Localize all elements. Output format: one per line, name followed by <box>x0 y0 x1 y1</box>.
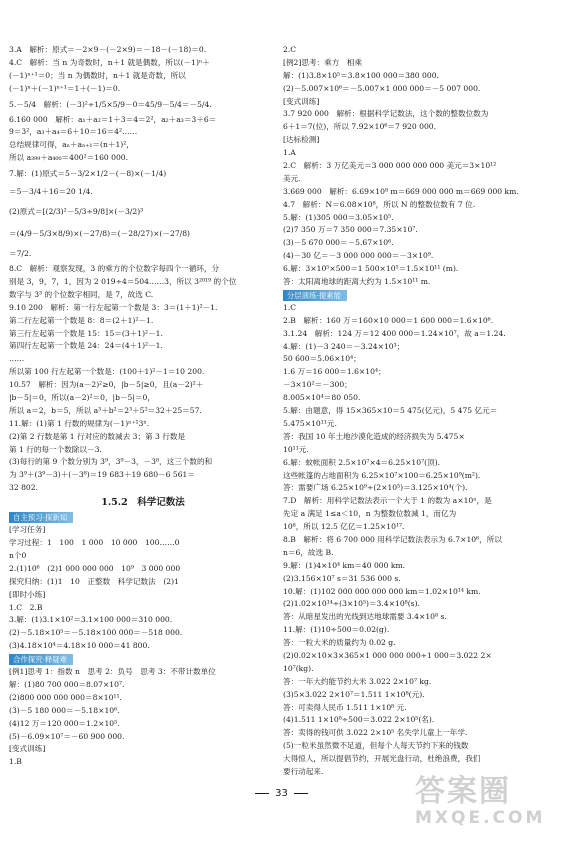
answer-line: 6＋1＝7(位)，所以 7.92×10⁶＝7 920 000. <box>283 122 437 132</box>
answer-line: 9.10 200 解析：第一行左起第一个数是 3：3＝(1＋1)²－1. <box>9 302 218 312</box>
answer-line: (2)原式＝[(2/3)²－5/3÷9/8]×(－3/2)³ <box>9 207 144 217</box>
answer-line: 10⁷(kg). <box>283 663 314 673</box>
answer-line: n＝6，故选 B. <box>283 547 334 557</box>
answer-line: (2)－5.18×10⁵＝－5.18×100 000＝－518 000. <box>9 628 183 638</box>
answer-line: ＝7/2. <box>9 249 32 259</box>
answer-line: 答：可卖得人民币 1.511 1×10⁸ 元. <box>283 702 407 712</box>
answer-line: 所以 a₃₉₉＋a₄₀₀＝400²＝160 000. <box>9 153 129 163</box>
answer-line: 1.B <box>9 757 22 767</box>
answer-line: (3)5×3.022 2×10⁷＝1.511 1×10⁸(元). <box>283 689 425 699</box>
answer-line: (2)第 2 行数是第 1 行对应的数减去 3；第 3 行数是 <box>9 431 186 441</box>
answer-line: (2)1.02×10¹⁴÷(3×10⁵)＝3.4×10⁸(s). <box>283 599 420 609</box>
answer-line: (3)4.18×10⁴＝4.18×10 000＝41 800. <box>9 641 150 651</box>
answer-line: (2)7 350 万＝7 350 000＝7.35×10⁷. <box>283 225 418 235</box>
answer-line: 答：一粒大米的质量约为 0.02 g. <box>283 638 396 648</box>
answer-line: 要行动起来. <box>283 766 324 776</box>
answer-line: (2)0.02×10×3×365×1 000 000 000÷1 000＝3.022 2× <box>283 650 492 660</box>
answer-line: 3.7 920 000 解析：根据科学记数法，这个数的整数位数为 <box>283 109 489 119</box>
answer-line: …… <box>9 354 25 364</box>
answer-line: 答：太阳离地球的距离大约为 1.5×10¹¹ m. <box>283 277 431 287</box>
answer-line: 别是 3，9，7，1，因为 2 019÷4＝504……3，所以 3²⁰¹⁹ 的个位 <box>9 277 237 287</box>
answer-line: 10.57 解析：因为(a－2)²≥0，|b－5|≥0，且(a－2)²＋ <box>9 380 204 390</box>
answer-line: 9＝3²，a₃＋a₄＝6＋10＝16＝4²…… <box>9 127 138 137</box>
answer-line: 7.D 解析：用科学记数法表示一个大于 1 的数为 a×10ⁿ，是 <box>283 496 492 506</box>
answer-line: 3.1.24 解析：124 万＝12 400 000＝1.24×10⁷，故 a＝1.24. <box>283 328 506 338</box>
answer-line: 10¹¹元. <box>283 444 309 454</box>
band-layered-practice: 分层演练·提素能 <box>283 290 347 301</box>
watermark-line-2: MXQE.COM <box>415 808 546 828</box>
answer-line: 第四行左起第一个数是 24：24＝(4＋1)²－1. <box>9 341 163 351</box>
answer-line: 8.005×10⁴＝80 050. <box>283 393 361 403</box>
answer-line: [例2]思考：乘方 相乘 <box>283 57 363 67</box>
answer-line: 1.6 万＝16 000＝1.6×10⁴； <box>283 367 386 377</box>
answer-line: 11.解：(1)10÷500＝0.02(g). <box>283 625 390 635</box>
band-self-study: 自主预习·探新知 <box>9 512 73 523</box>
answer-line: (4)1.511 1×10⁸÷500＝3.022 2×10⁵(名). <box>283 715 435 725</box>
answer-line: 4.C 解析：当 n 为奇数时，n＋1 就是偶数，所以(－1)ⁿ＋ <box>9 57 210 67</box>
answer-line: 3.669 000 解析：6.69×10⁸ m＝669 000 000 m＝669 000 km. <box>283 186 519 196</box>
answer-line: 答：我国 10 年土地沙漠化造成的经济损失为 5.475× <box>283 431 465 441</box>
answer-line: 5.解：(1)305 000＝3.05×10⁵. <box>283 212 394 222</box>
answer-line: 4.解：(1)－3 240＝－3.24×10³； <box>283 341 405 351</box>
page-number: 33 <box>275 788 288 799</box>
watermark-logo <box>415 776 555 838</box>
answer-line: [学习任务] <box>9 525 46 535</box>
answer-line: 5.解：由题意，得 15×365×10＝5 475(亿元)，5 475 亿元＝ <box>283 406 498 416</box>
answer-line: 答：卖得的钱可供 3.022 2×10⁵ 名失学儿童上一年学. <box>283 728 468 738</box>
answer-line: 8.B 解析：将 6 700 000 用科学记数法表示为 6.7×10⁶，所以 <box>283 534 502 544</box>
answer-line: －3×10²＝－300； <box>283 380 352 390</box>
answer-line: 6.解：3×10⁵×500＝1 500×10⁵＝1.5×10¹¹ (m). <box>283 264 459 274</box>
answer-line: 10⁸，所以 12.5 亿亿＝1.25×10¹⁷. <box>283 522 405 532</box>
right-column <box>283 44 553 779</box>
answer-line: 50 600＝5.06×10⁴； <box>283 354 361 364</box>
answer-line: 1.A <box>283 148 296 158</box>
answer-line: (2)3.156×10⁷ s＝31 536 000 s. <box>283 573 401 583</box>
answer-line: (－1)ⁿ＋(－1)ⁿ⁺¹＝1＋(－1)＝0. <box>9 83 121 93</box>
answer-line: 5.475×10¹¹元. <box>283 418 337 428</box>
answer-line: (3)－5 670 000＝－5.67×10⁶. <box>283 238 394 248</box>
answer-line: (4)12 万＝120 000＝1.2×10⁵. <box>9 718 120 728</box>
answer-line: 2.C <box>283 45 297 54</box>
section-title: 1.5.2 科学记数法 <box>101 497 185 509</box>
answer-line: [即时小练] <box>9 589 46 599</box>
answer-line: 所以 a＝2，b＝5，所以 a³＋b²＝2³＋5²＝32＋25＝57. <box>9 405 202 415</box>
answer-line: 1.C 2.B <box>9 602 43 612</box>
band-cooperative-inquiry: 合作探究·释疑难 <box>9 654 73 665</box>
answer-line: 答：从暗星发出的光线到达地球需要 3.4×10⁸ s. <box>283 612 447 622</box>
answer-line: 10.解：(1)102 000 000 000 000 km＝1.02×10¹⁴ km. <box>283 586 481 596</box>
answer-line: n个0 <box>9 550 27 560</box>
answer-line: 数字与 3³ 的个位数字相同，是 7，故选 C. <box>9 289 154 299</box>
answer-line: [变式训练] <box>9 744 46 754</box>
answer-line: 学习过程：1 100 1 000 10 000 100……0 <box>9 538 180 548</box>
answer-line: (5)一粒米虽然微不足道，但每个人每天节约下来的钱数 <box>283 741 469 751</box>
answer-line: 9.解：(1)4×10⁴ km＝40 000 km. <box>283 560 406 570</box>
answer-line: 第二行左起第一个数是 8：8＝(2＋1)²－1. <box>9 315 154 325</box>
answer-line: (5)－6.09×10⁷＝－60 900 000. <box>9 731 125 741</box>
answer-line: 这些帐篷的占地面积为 6.25×10⁷×100＝6.25×10⁹(m²). <box>283 470 481 480</box>
answer-line: 1.C <box>283 302 297 312</box>
answer-line: (2)800 000 000 000＝8×10¹¹. <box>9 692 122 702</box>
answer-line: 3.A 解析：原式＝－2×9－(－2×9)＝－18－(－18)＝0. <box>9 45 207 54</box>
answer-line: 先定 a 满足 1≤a＜10，n 为整数位数减 1，而亿为 <box>283 509 457 519</box>
answer-line: [达标检测] <box>283 135 320 145</box>
answer-line: 所以第 100 行左起第一个数是：(100＋1)²－1＝10 200. <box>9 367 205 377</box>
footer-rule-left <box>255 793 269 794</box>
watermark-line-1: 答案圈 <box>415 774 511 809</box>
answer-line: (4)－30 亿＝－3 000 000 000＝－3×10⁹. <box>283 251 434 261</box>
answer-line: 2.(1)10⁶ (2)1 000 000 000 10⁹ 3 000 000 <box>9 563 181 573</box>
answer-line: 7.解：(1)原式＝5－3/2×1/2－(－8)×(－1/4) <box>9 169 167 179</box>
answer-line: ＝(4/9－5/3×8/9)×(－27/8)＝(－28/27)×(－27/8) <box>9 229 191 239</box>
answer-line: 总结规律可得，aₙ＋aₙ₊₁＝(n＋1)²， <box>9 140 134 150</box>
answer-line: 4.7 解析：N＝6.08×10⁸，所以 N 的整数位数有 7 位. <box>283 199 476 209</box>
answer-line: 11.解：(1)第 1 行数的规律为(－1)ⁿ⁺¹3ⁿ. <box>9 418 150 428</box>
answer-line: 6.解：蚊帐面积 2.5×10⁷×4＝6.25×10⁷(顶). <box>283 457 441 467</box>
left-column <box>9 44 277 769</box>
answer-line: 美元. <box>283 173 301 183</box>
answer-line: ＝5－3/4＋16＝20 1/4. <box>9 187 93 197</box>
answer-line: 第 1 行的每一个数除以－3. <box>9 444 102 454</box>
answer-line: 大得惊人，所以提倡节约，开展光盘行动，杜绝浪费，我们 <box>283 754 481 764</box>
answer-line: (－1)ⁿ⁺¹＝0；当 n 为偶数时，n＋1 就是奇数，所以 <box>9 70 186 80</box>
answer-line: 2.B 解析：160 万＝160×10 000＝1 600 000＝1.6×10⁶. <box>283 315 494 325</box>
answer-line: 5.－5/4 解析：(－3)²÷1/5×5/9－0＝45/9－5/4＝－5/4. <box>9 99 212 109</box>
answer-line: 答：一年大约能节约大米 3.022 2×10⁷ kg. <box>283 676 432 686</box>
answer-line: 解：(1)3.8×10⁵＝3.8×100 000＝380 000. <box>283 70 439 80</box>
answer-line: 3.解：(1)3.1×10²＝3.1×100 000＝310 000. <box>9 615 173 625</box>
answer-line: 8.C 解析：观察发现，3 的乘方的个位数字每四个一循环，分 <box>9 264 220 274</box>
answer-line: (2)－5.007×10⁶＝－5.007×1 000 000＝－5 007 000. <box>283 83 481 93</box>
answer-line: 6.160 000 解析：a₁＋a₂＝1＋3＝4＝2²，a₂＋a₃＝3＋6＝ <box>9 114 217 124</box>
answer-line: 为 3⁹＋(3⁹－3)＋(－3⁸)＝19 683＋19 680－6 561＝ <box>9 470 195 480</box>
answer-line: 2.C 解析：3 万亿美元＝3 000 000 000 000 美元＝3×10¹² <box>283 161 497 171</box>
answer-line: (3)－5 180 000＝－5.18×10⁶. <box>9 705 120 715</box>
answer-line: 第三行左起第一个数是 15：15＝(3＋1)²－1. <box>9 328 163 338</box>
answer-line: [变式训练] <box>283 96 320 106</box>
answer-line: 探究归纳：(1)1 10 正整数 科学记数法 (2)1 <box>9 576 179 586</box>
answer-line: |b－5|＝0，所以(a－2)²＝0，|b－5|＝0， <box>9 393 155 403</box>
answer-line: (3)每行的第 9 个数分别为 3⁹，3⁹－3，－3⁸，这三个数的和 <box>9 457 213 467</box>
answer-line: [例1]思考 1：指数 n 思考 2：负号 思考 3：不带计数单位 <box>9 667 216 677</box>
footer-rule-right <box>294 793 308 794</box>
answer-line: 答：需要广场 6.25×10⁹÷(2×10⁵)＝3.125×10⁴(个). <box>283 483 468 493</box>
answer-line: 32 802. <box>9 483 38 493</box>
answer-line: 解：(1)80 700 000＝8.07×10⁷. <box>9 679 125 689</box>
